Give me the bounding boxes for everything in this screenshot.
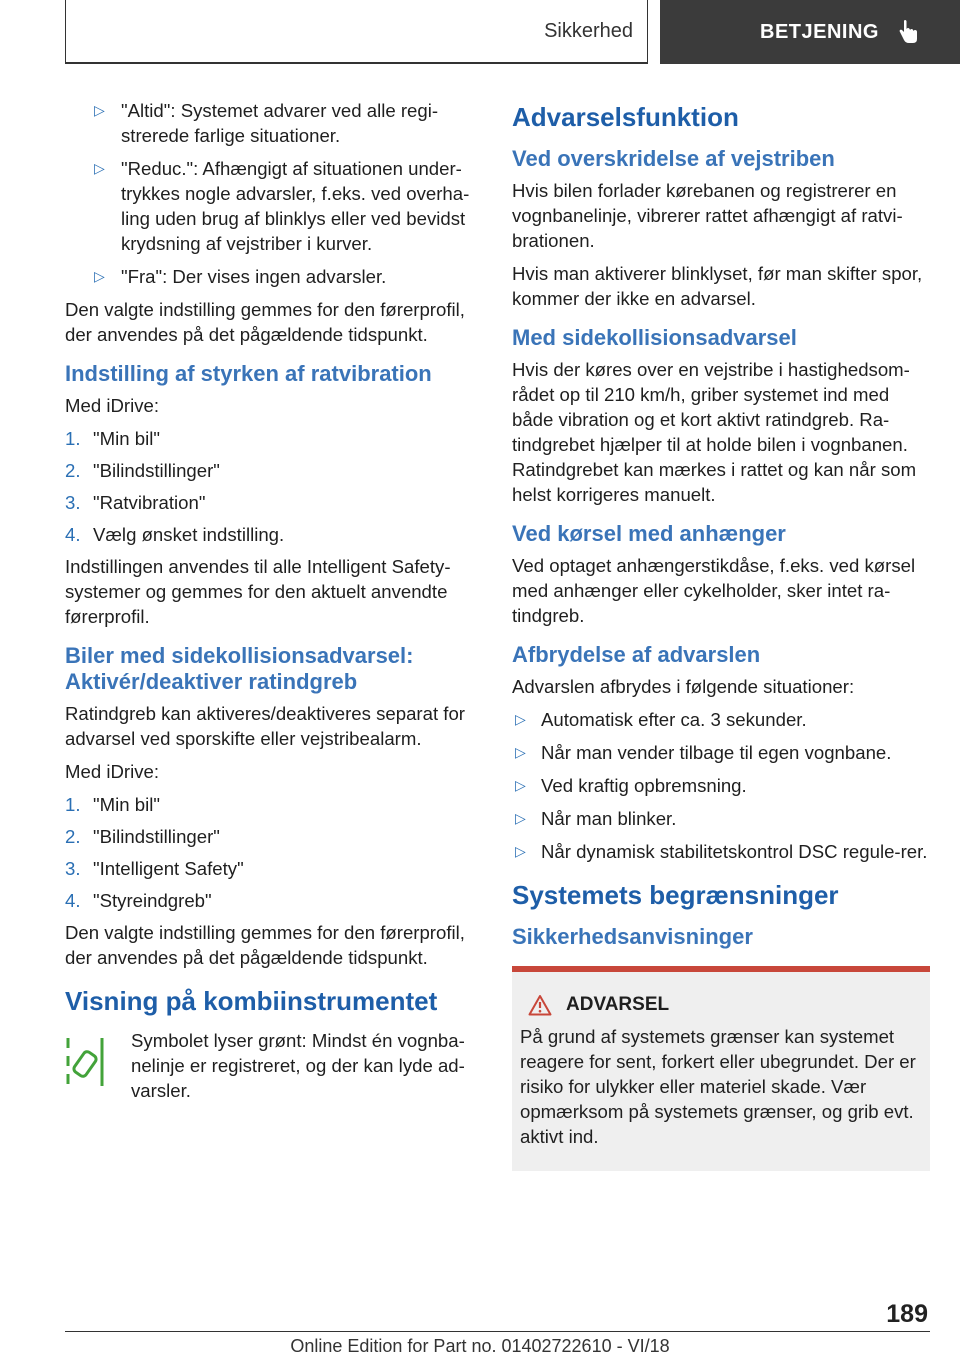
chapter-title: BETJENING — [760, 20, 879, 43]
warning-triangle-icon — [528, 994, 552, 1016]
list-item: 3. "Ratvibration" — [65, 492, 206, 513]
list-item: ▷ "Altid": Systemet advarer ved alle regi-strerede farlige situationer. — [94, 100, 439, 146]
footer-edition: Online Edition for Part no. 01402722610 - VI/18 — [290, 1336, 670, 1356]
paragraph: Hvis man aktiverer blinklyset, før man skifter spor, kommer der ikke en advarsel. — [512, 263, 923, 309]
list-item: 3. "Intelligent Safety" — [65, 858, 244, 879]
list-item: ▷ Når man blinker. — [515, 808, 677, 829]
heading-side-collision-warning: Med sidekollisionsadvarsel — [512, 325, 797, 350]
symbol-row — [65, 1028, 477, 1111]
header-section — [65, 0, 648, 64]
footer-divider — [65, 1331, 930, 1332]
list-item: 4. Vælg ønsket indstilling. — [65, 524, 285, 545]
paragraph: Med iDrive: — [65, 761, 160, 782]
right-column — [512, 98, 930, 1171]
warning-title: ADVARSEL — [566, 994, 670, 1015]
paragraph: Den valgte indstilling gemmes for den førerprofil, der anvendes på det pågældende tidspunkt. — [65, 299, 465, 345]
list-item: 2. "Bilindstillinger" — [65, 826, 220, 847]
symbol-description: Symbolet lyser grønt: Mindst én vognba-nelinje er registreret, og der kan lyde ad-varsler. — [131, 1030, 465, 1101]
heading-abort: Afbrydelse af advarslen — [512, 642, 761, 667]
paragraph: Hvis bilen forlader kørebanen og registrerer en vognbanelinje, vibrerer rattet afhængigt af ratvi-brationen. — [512, 180, 903, 251]
heading-safety: Sikkerhedsanvisninger — [512, 924, 753, 949]
paragraph: Indstillingen anvendes til alle Intelligent Safety-systemer og gemmes for den aktuelt anvendte førerprofil. — [65, 556, 451, 627]
warning-text: På grund af systemets grænser kan systemet reagere for sent, forkert eller ubegrundet. Der er risiko for ulykker eller materiel skade. Vær opmærksom på systemets grænser, og grib evt. aktivt ind. — [520, 1026, 916, 1147]
paragraph: Ved optaget anhængerstikdåse, f.eks. ved kørsel med anhænger eller cykelholder, sker intet ra-tindgreb. — [512, 555, 916, 626]
list-item: ▷ "Reduc.": Afhængigt af situationen under-trykkes nogle advarsler, f.eks. ved overha-ling uden brug af blinklys eller ved bevidst krydsning af vejstriber i kurver. — [94, 158, 470, 254]
list-item: ▷ Ved kraftig opbremsning. — [515, 775, 747, 796]
heading-trailer: Ved kørsel med anhænger — [512, 521, 786, 546]
heading-display: Visning på kombiinstrumentet — [65, 986, 438, 1016]
list-item: ▷ Når dynamisk stabilitetskontrol DSC regule-rer. — [515, 841, 928, 862]
paragraph: Ratindgreb kan aktiveres/deaktiveres separat for advarsel ved sporskifte eller vejstribealarm. — [65, 703, 465, 749]
list-item: 2. "Bilindstillinger" — [65, 460, 220, 481]
list-item: ▷ Når man vender tilbage til egen vognbane. — [515, 742, 892, 763]
heading-limits: Systemets begrænsninger — [512, 880, 839, 910]
warning-box — [512, 966, 930, 1171]
paragraph: Hvis der køres over en vejstribe i hastighedsom-rådet op til 210 km/h, griber systemet ind med både vibration og et kort aktivt ratindgreb. Ra-tindgrebet hjælper til at holde bilen i vognbanen. Ratindgrebet kan mærkes i rattet og kan når som helst korrigeres manuelt. — [512, 359, 917, 505]
heading-vibration: Indstilling af styrken af ratvibration — [65, 361, 432, 386]
left-column — [65, 98, 477, 1111]
paragraph: Den valgte indstilling gemmes for den førerprofil, der anvendes på det pågældende tidspunkt. — [65, 922, 465, 968]
list-item: ▷ Automatisk efter ca. 3 sekunder. — [515, 709, 807, 730]
heading-side-collision: Biler med sidekollisionsadvarsel: Aktivér/deaktiver ratindgreb — [65, 643, 414, 694]
page-number: 189 — [886, 1300, 928, 1328]
paragraph: Advarslen afbrydes i følgende situationer: — [512, 676, 855, 697]
list-item: 1. "Min bil" — [65, 794, 160, 815]
section-title: Sikkerhed — [544, 19, 633, 42]
list-item: ▷ "Fra": Der vises ingen advarsler. — [94, 266, 387, 287]
header-chapter — [660, 0, 960, 64]
pointing-hand-icon — [897, 20, 919, 44]
list-item: 1. "Min bil" — [65, 428, 160, 449]
heading-warning-function: Advarselsfunktion — [512, 102, 739, 132]
heading-lane-exceed: Ved overskridelse af vejstriben — [512, 146, 835, 171]
paragraph: Med iDrive: — [65, 395, 160, 416]
lane-departure-icon — [65, 1036, 105, 1088]
list-item: 4. "Styreindgreb" — [65, 890, 212, 911]
